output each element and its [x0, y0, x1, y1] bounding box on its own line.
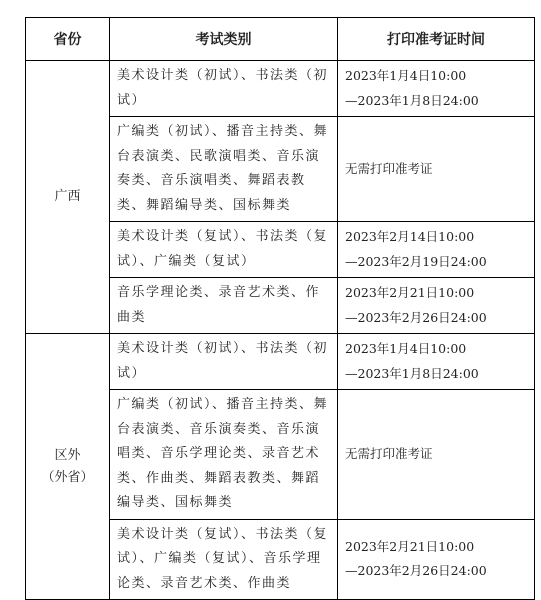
print-time-line: —2023年2月26日24:00 [345, 563, 487, 579]
table-row [26, 61, 535, 117]
header-category: 考试类别 [110, 18, 338, 61]
header-province: 省份 [26, 18, 110, 61]
category-cell: 美术设计类（复试）、书法类（复试）、广编类（复试） [110, 222, 338, 278]
print-time-line: 无需打印准考证 [345, 160, 433, 176]
province-cell [26, 61, 110, 334]
schedule-table [25, 17, 535, 600]
print-time-line: 2023年2月14日10:00 [345, 229, 475, 244]
header-row [26, 18, 535, 61]
province-cell [26, 334, 110, 600]
category-cell: 美术设计类（初试）、书法类（初试） [110, 61, 338, 117]
category-cell: 美术设计类（初试）、书法类（初试） [110, 334, 338, 390]
print-time-cell [338, 278, 535, 334]
province-line: 区外 [54, 447, 81, 463]
print-time-cell [338, 519, 535, 600]
category-cell: 音乐学理论类、录音艺术类、作曲类 [110, 278, 338, 334]
print-time-line: 2023年1月4日10:00 [345, 68, 467, 83]
header-print-time: 打印准考证时间 [338, 18, 535, 61]
table-row [26, 334, 535, 390]
category-cell: 美术设计类（复试）、书法类（复试）、广编类（复试）、音乐学理论类、录音艺术类、作曲类 [110, 519, 338, 600]
print-time-line: —2023年2月19日24:00 [345, 253, 487, 269]
print-time-cell [338, 334, 535, 390]
print-time-line: 2023年2月21日10:00 [345, 538, 475, 554]
print-time-line: —2023年1月8日24:00 [345, 365, 479, 381]
category-cell: 广编类（初试）、播音主持类、舞台表演类、民歌演唱类、音乐演奏类、音乐演唱类、舞蹈表教类、舞蹈编导类、国标舞类 [110, 117, 338, 222]
print-time-cell [338, 117, 535, 222]
print-time-cell [338, 222, 535, 278]
province-line: （外省） [41, 469, 94, 485]
print-time-line: 2023年2月21日10:00 [345, 285, 475, 300]
print-time-line: —2023年1月8日24:00 [345, 92, 479, 108]
print-time-cell [338, 61, 535, 117]
province-line: 广西 [54, 189, 81, 204]
print-time-line: 2023年1月4日10:00 [345, 341, 467, 356]
category-cell: 广编类（初试）、播音主持类、舞台表演类、音乐演奏类、音乐演唱类、音乐学理论类、录音艺术类、作曲类、舞蹈表教类、舞蹈编导类、国标舞类 [110, 390, 338, 520]
print-time-line: 无需打印准考证 [345, 446, 433, 461]
print-time-line: —2023年2月26日24:00 [345, 309, 487, 325]
print-time-cell [338, 390, 535, 520]
